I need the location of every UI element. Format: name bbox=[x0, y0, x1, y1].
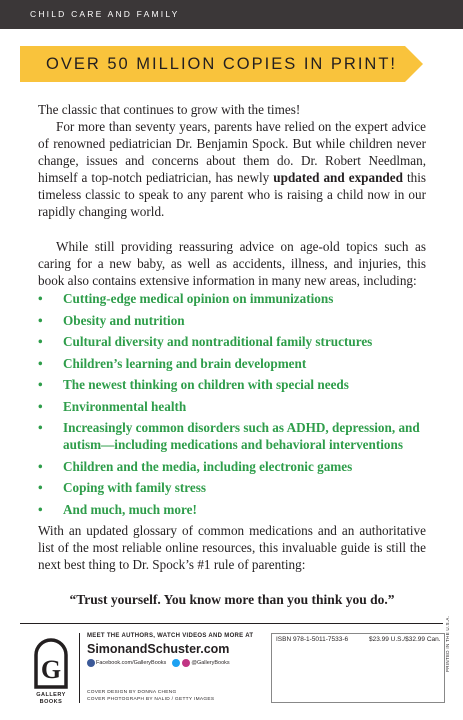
bullet-dot: • bbox=[38, 291, 43, 306]
bullet-dot: • bbox=[38, 420, 43, 435]
closing-text: With an updated glossary of common medications and an authoritative list of the most reliable online resources, this invaluable guide is still the next best thing to Dr. Spock’s #1 rule of parenting: bbox=[38, 523, 426, 572]
topic-item: • Cutting-edge medical opinion on immunizations bbox=[38, 291, 334, 306]
photo-credit: COVER PHOTOGRAPH BY NALID / GETTY IMAGES bbox=[87, 696, 215, 702]
bullet-dot: • bbox=[38, 355, 43, 371]
cover-credits bbox=[87, 690, 214, 703]
isbn-number: ISBN 978-1-5011-7533-6 bbox=[276, 636, 349, 643]
topic-item: • Increasingly common disorders such as ADHD, depression, and autism—including medications and behavioral interventions bbox=[38, 420, 420, 452]
closing-paragraph bbox=[38, 522, 426, 573]
social-handle: @GalleryBooks bbox=[191, 660, 230, 666]
description-text-b: this timeless classic to speak to any parent who is raising a child now in our rapidly changing world. bbox=[38, 170, 427, 219]
topic-item: • And much, much more! bbox=[38, 501, 197, 517]
description-paragraph bbox=[38, 118, 426, 220]
twitter-icon bbox=[172, 659, 180, 667]
printed-in-label: PRINTED IN THE U.S.A. bbox=[445, 615, 450, 672]
price-label: $23.99 U.S./$32.99 Can. bbox=[369, 636, 441, 643]
topic-item: • Children’s learning and brain development bbox=[38, 355, 307, 371]
logo-text-books: BOOKS bbox=[39, 698, 63, 705]
facebook-icon bbox=[87, 659, 95, 667]
topics-paragraph bbox=[38, 238, 426, 289]
intro-text: The classic that continues to grow with the times! bbox=[38, 102, 301, 117]
bullet-dot: • bbox=[38, 312, 43, 328]
topics-list bbox=[38, 290, 438, 518]
social-links bbox=[87, 659, 234, 669]
logo-wordmark bbox=[30, 692, 72, 705]
bullet-dot: • bbox=[38, 334, 43, 349]
intro-paragraph bbox=[38, 101, 426, 118]
logo-text-gallery: GALLERY bbox=[36, 692, 66, 698]
gallery-books-logo bbox=[30, 633, 72, 689]
topic-item: • The newest thinking on children with special needs bbox=[38, 377, 349, 392]
footer-divider bbox=[20, 623, 443, 624]
topic-item: • Children and the media, including electronic games bbox=[38, 458, 353, 474]
logo-letter: G bbox=[40, 655, 62, 684]
facebook-link: Facebook.com/GalleryBooks bbox=[96, 660, 167, 666]
category-label: CHILD CARE AND FAMILY bbox=[30, 9, 180, 19]
topic-item: • Coping with family stress bbox=[38, 480, 206, 495]
topic-item: • Environmental health bbox=[38, 398, 187, 414]
instagram-icon bbox=[182, 659, 190, 667]
bullet-dot: • bbox=[38, 398, 43, 414]
bullet-dot: • bbox=[38, 458, 43, 474]
bullet-dot: • bbox=[38, 501, 43, 517]
footer-vertical-divider bbox=[79, 633, 80, 703]
meet-authors-text: MEET THE AUTHORS, WATCH VIDEOS AND MORE AT bbox=[87, 633, 254, 639]
banner-text: OVER 50 MILLION COPIES IN PRINT! bbox=[46, 55, 397, 73]
bullet-dot: • bbox=[38, 480, 43, 495]
publisher-website: SimonandSchuster.com bbox=[87, 642, 230, 656]
pull-quote: “Trust yourself. You know more than you think you do.” bbox=[69, 592, 395, 607]
topics-text: While still providing reassuring advice on age-old topics such as caring for a new baby, as well as accidents, illness, and injuries, this book also contains extensive information in many new areas, including: bbox=[38, 239, 426, 288]
description-bold: updated and expanded bbox=[273, 170, 403, 185]
bullet-dot: • bbox=[38, 377, 43, 392]
design-credit: COVER DESIGN BY DONNA CHENG bbox=[87, 690, 177, 695]
description-text-a: For more than seventy years, parents have relied on the expert advice of renowned pediatrician Dr. Benjamin Spock. But while children never change, issues and concerns about them do. Dr. Robert Needlman, himself a top-notch pediatrician, has newly bbox=[38, 119, 426, 185]
topic-item: • Cultural diversity and nontraditional family structures bbox=[38, 334, 373, 349]
topic-item: • Obesity and nutrition bbox=[38, 312, 185, 328]
barcode-area bbox=[271, 633, 445, 703]
